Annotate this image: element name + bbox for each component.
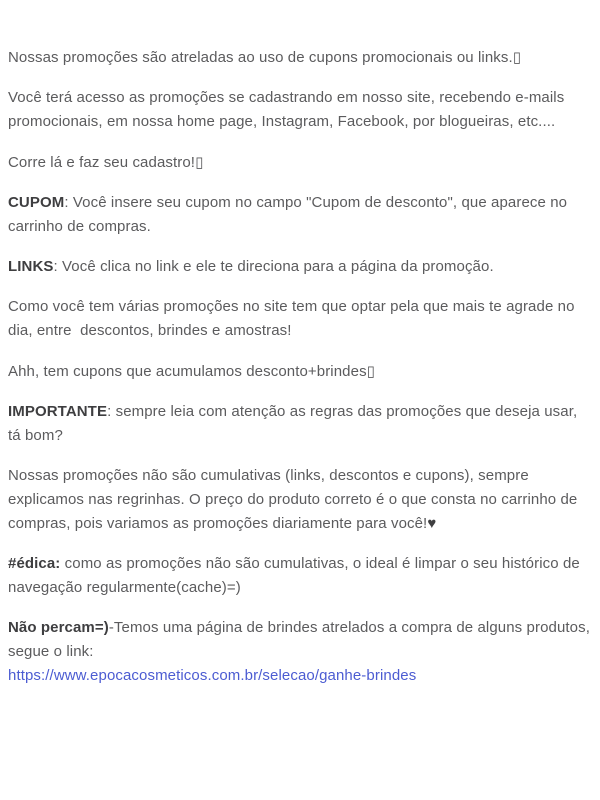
heart-icon: ♥ (427, 515, 437, 532)
paragraph-choose-promo-text: Como você tem várias promoções no site tem que optar pela que mais te agrade no dia, entre descontos, brindes e amostras! (8, 298, 579, 339)
paragraph-links-text: : Você clica no link e ele te direciona para a página da promoção. (53, 258, 494, 275)
paragraph-brindes-text: -Temos uma página de brindes atrelados a compra de alguns produtos, segue o link: (8, 619, 595, 660)
paragraph-tip (8, 552, 592, 600)
missing-glyph-icon: ▯ (195, 153, 204, 171)
important-label: IMPORTANTE (8, 403, 108, 420)
ganhe-brindes-link[interactable]: https://www.epocacosmeticos.com.br/selecao/ganhe-brindes (8, 667, 417, 684)
paragraph-brindes (8, 616, 595, 688)
links-label: LINKS (8, 258, 54, 275)
paragraph-important-text: : sempre leia com atenção as regras das promoções que deseja usar, tá bom? (8, 403, 582, 444)
missing-glyph-icon: ▯ (366, 362, 376, 380)
nao-percam-label: Não percam=) (8, 619, 109, 636)
paragraph-intro (8, 45, 592, 70)
paragraph-accumulate (8, 359, 592, 384)
paragraph-choose-promo (8, 295, 592, 343)
paragraph-tip-text: como as promoções não são cumulativas, o ideal é limpar o seu histórico de navegação regularmente(cache)=) (8, 555, 585, 596)
paragraph-cupom-text: : Você insere seu cupom no campo "Cupom de desconto", que aparece no carrinho de compras. (8, 194, 572, 235)
missing-glyph-icon: ▯ (512, 48, 522, 66)
paragraph-access-text: Você terá acesso as promoções se cadastrando em nosso site, recebendo e-mails promocionais, em nossa home page, Instagram, Facebook, por blogueiras, etc.... (8, 89, 569, 130)
paragraph-not-cumulative-text: Nossas promoções não são cumulativas (links, descontos e cupons), sempre explicamos nas regrinhas. O preço do produto correto é o que consta no carrinho de compras, pois variamos as promoções diariamente para você! (8, 467, 582, 532)
paragraph-register-text: Corre lá e faz seu cadastro! (8, 154, 196, 171)
paragraph-important (8, 400, 592, 448)
tip-label: #édica: (8, 555, 61, 572)
cupom-label: CUPOM (8, 194, 65, 211)
paragraph-cupom (8, 191, 592, 239)
paragraph-access (8, 86, 592, 134)
paragraph-links (8, 255, 592, 279)
paragraph-not-cumulative (8, 464, 592, 536)
paragraph-intro-text: Nossas promoções são atreladas ao uso de cupons promocionais ou links. (8, 49, 513, 66)
paragraph-accumulate-text: Ahh, tem cupons que acumulamos desconto+brindes (8, 363, 367, 380)
paragraph-register (8, 150, 592, 175)
